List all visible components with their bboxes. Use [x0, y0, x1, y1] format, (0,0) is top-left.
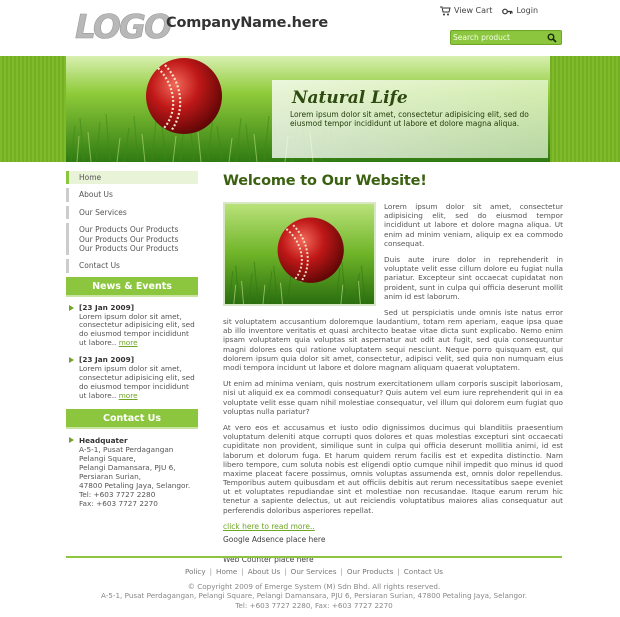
- paragraph: Ut enim ad minima veniam, quis nostrum exercitationem ullam corporis suscipit laboriosam, nisi ut aliquid ex ea commodi consequatur? Quis autem vel eum iure reprehenderit qui in ea voluptate velit esse quam nihil molestiae consequatur, vel illum qui dolorem eum fugiat quo voluptas nulla pariatur?: [223, 379, 563, 416]
- logo[interactable]: [73, 7, 171, 46]
- menu-item-our-services[interactable]: [66, 206, 198, 219]
- contact-item: [68, 436, 198, 508]
- news-item: [68, 304, 198, 348]
- read-more-link[interactable]: click here to read more..: [223, 521, 315, 531]
- key-icon: [502, 7, 513, 16]
- footer-separator: |: [397, 567, 400, 576]
- paragraph: Sed ut perspiciatis unde omnis iste natus error sit voluptatem accusantium doloremque laudantium, totam rem aperiam, eaque ipsa quae ab illo inventore veritatis et quasi architecto beatae vitae dicta sunt explicabo. Nemo enim ipsam voluptatem quia voluptas sit aspernatur aut odit aut fugit, sed quia consequuntur magni dolores eos qui ratione voluptatem sequi nesciunt. Neque porro quisquam est, qui dolorem ipsum quia dolor sit amet, consectetur, adipisci velit, sed quia non numquam eius modi tempora incidunt ut labore et dolore magnam aliquam quaerat voluptatem.: [223, 307, 563, 372]
- footer-phone: Tel: +603 7727 2280, Fax: +603 7727 2270: [235, 600, 393, 610]
- footer-link-home[interactable]: Home: [216, 567, 238, 576]
- contact-line: 47800 Petaling Jaya, Selangor.: [79, 480, 191, 490]
- cricket-ball-image: [223, 202, 376, 306]
- footer-link-policy[interactable]: Policy: [184, 567, 206, 576]
- footer-separator: |: [209, 567, 213, 576]
- banner-text: Lorem ipsum dolor sit amet, consectetur adipisicing elit, sed do eiusmod tempor incididunt ut labore et dolore magna aliqua.: [290, 110, 529, 129]
- contact-line: A-5-1, Pusat Perdagangan: [79, 444, 174, 454]
- news-more-link[interactable]: more: [118, 390, 138, 400]
- menu-item-our-products[interactable]: [66, 223, 198, 255]
- footer-link-contact-us[interactable]: Contact Us: [403, 567, 444, 576]
- contact-line: Persiaran Surian,: [79, 471, 142, 481]
- news-date: [23 Jan 2009]: [79, 355, 135, 365]
- contact-line: Pelangi Damansara, PJU 6,: [79, 462, 176, 472]
- contact-line: Pelangi Square,: [79, 453, 136, 463]
- footer-address: A-5-1, Pusat Perdagangan, Pelangi Square, Pelangi Damansara, PJU 6, Persiaran Surian, 47800 Petaling Jaya, Selangor.: [100, 591, 528, 601]
- footer: [66, 556, 562, 617]
- view-cart-link[interactable]: [440, 6, 492, 16]
- search-icon[interactable]: [547, 33, 557, 43]
- page-title: Welcome to Our Website!: [223, 173, 427, 189]
- footer-link-about-us[interactable]: About Us: [247, 567, 281, 576]
- footer-separator: |: [284, 567, 287, 576]
- sidebar: [66, 171, 198, 508]
- banner-title: Natural Life: [292, 88, 408, 108]
- login-label: Login: [516, 6, 539, 15]
- contact-us-heading: Contact Us: [66, 409, 198, 429]
- copyright-text: © Copyright 2009 of Emerge System (M) Sdn Bhd. All rights reserved.: [187, 582, 441, 591]
- footer-link-our-services[interactable]: Our Services: [290, 567, 337, 576]
- banner-caption-box: [272, 80, 548, 158]
- paragraph: Duis aute irure dolor in reprehenderit in voluptate velit esse cillum dolore eu fugiat nulla pariatur. Excepteur sint occaecat cupidatat non proident, sunt in culpa qui officia deserunt mollit anim id est laborum.: [384, 254, 563, 301]
- top-nav: [440, 6, 538, 16]
- search-box: [450, 30, 562, 45]
- cart-icon: [440, 6, 451, 16]
- arrow-bullet-icon: [69, 357, 74, 363]
- header: [0, 0, 620, 56]
- login-link[interactable]: [502, 6, 538, 16]
- footer-copyright: [66, 582, 562, 610]
- hero-banner: [0, 56, 620, 162]
- intro-paragraph: Lorem ipsum dolor sit amet, consectetur adipisicing elit, sed do eiusmod tempor incididunt ut labore et dolore magna aliqua. Ut enim ad minim veniam, aliquip ex ea commodo consequat.: [384, 202, 563, 248]
- menu-item-about-us[interactable]: [66, 188, 198, 201]
- news-date: [23 Jan 2009]: [79, 302, 135, 312]
- menu-item-contact-us[interactable]: [66, 259, 198, 272]
- contact-info: [66, 429, 198, 508]
- company-name: CompanyName.here: [166, 15, 328, 31]
- footer-links: [66, 567, 562, 576]
- menu-item-label: Contact Us: [79, 261, 120, 271]
- paragraph: At vero eos et accusamus et iusto odio dignissimos ducimus qui blanditiis praesentium voluptatum deleniti atque corrupti quos dolores et quas molestias excepturi sint occaecati cupiditate non provident, similique sunt in culpa qui officia deserunt mollitia animi, id est laborum et dolorum fuga. Et harum quidem rerum facilis est et expedita distinctio. Nam libero tempore, cum soluta nobis est eligendi optio cumque nihil impedit quo minus id quod maxime placeat facere possimus, omnis voluptas assumenda est, omnis dolor repellendus. Temporibus autem quibusdam et aut officiis debitis aut rerum necessitatibus saepe eveniet ut et voluptates repudiandae sint et molestiae non recusandae. Itaque earum rerum hic tenetur a sapiente delectus, ut aut reiciendis voluptatibus maiores alias consequatur aut perferendis doloribus asperiores repellat.: [223, 422, 563, 515]
- news-item: [68, 356, 198, 400]
- news-events-heading: News & Events: [66, 277, 198, 297]
- news-list: [66, 297, 198, 401]
- footer-link-our-products[interactable]: Our Products: [346, 567, 394, 576]
- contact-line: Tel: +603 7727 2280: [79, 489, 156, 499]
- news-text: Lorem ipsum dolor sit amet, consectetur adipisicing elit, sed do eiusmod tempor incididunt ut labore..: [79, 363, 195, 400]
- adsense-placeholder: Google Adsence place here: [223, 535, 326, 545]
- svg-text:LOGO: LOGO: [75, 7, 171, 46]
- view-cart-label: View Cart: [454, 6, 493, 15]
- contact-title: Headquater: [79, 435, 128, 445]
- main-content: [223, 172, 563, 564]
- arrow-bullet-icon: [69, 305, 74, 311]
- menu-item-label: Home: [79, 173, 102, 182]
- menu-item-label: Our Services: [79, 207, 127, 217]
- arrow-bullet-icon: [69, 437, 74, 443]
- web-counter-placeholder: Web Counter place here: [223, 554, 314, 564]
- menu-item-label: Our Products Our Products: [79, 234, 179, 244]
- news-text: Lorem ipsum dolor sit amet, consectetur adipisicing elit, sed do eiusmod tempor incididunt ut labore..: [79, 311, 195, 348]
- contact-line: Fax: +603 7727 2270: [79, 498, 158, 508]
- menu-item-label: About Us: [79, 190, 113, 200]
- search-input[interactable]: [453, 32, 543, 43]
- menu-item-label: Our Products Our Products: [79, 243, 179, 253]
- news-more-link[interactable]: more: [118, 338, 138, 348]
- menu-item-label: Our Products Our Products: [79, 225, 179, 235]
- footer-separator: |: [241, 567, 244, 576]
- footer-separator: |: [340, 567, 343, 576]
- menu-item-home[interactable]: [66, 171, 198, 184]
